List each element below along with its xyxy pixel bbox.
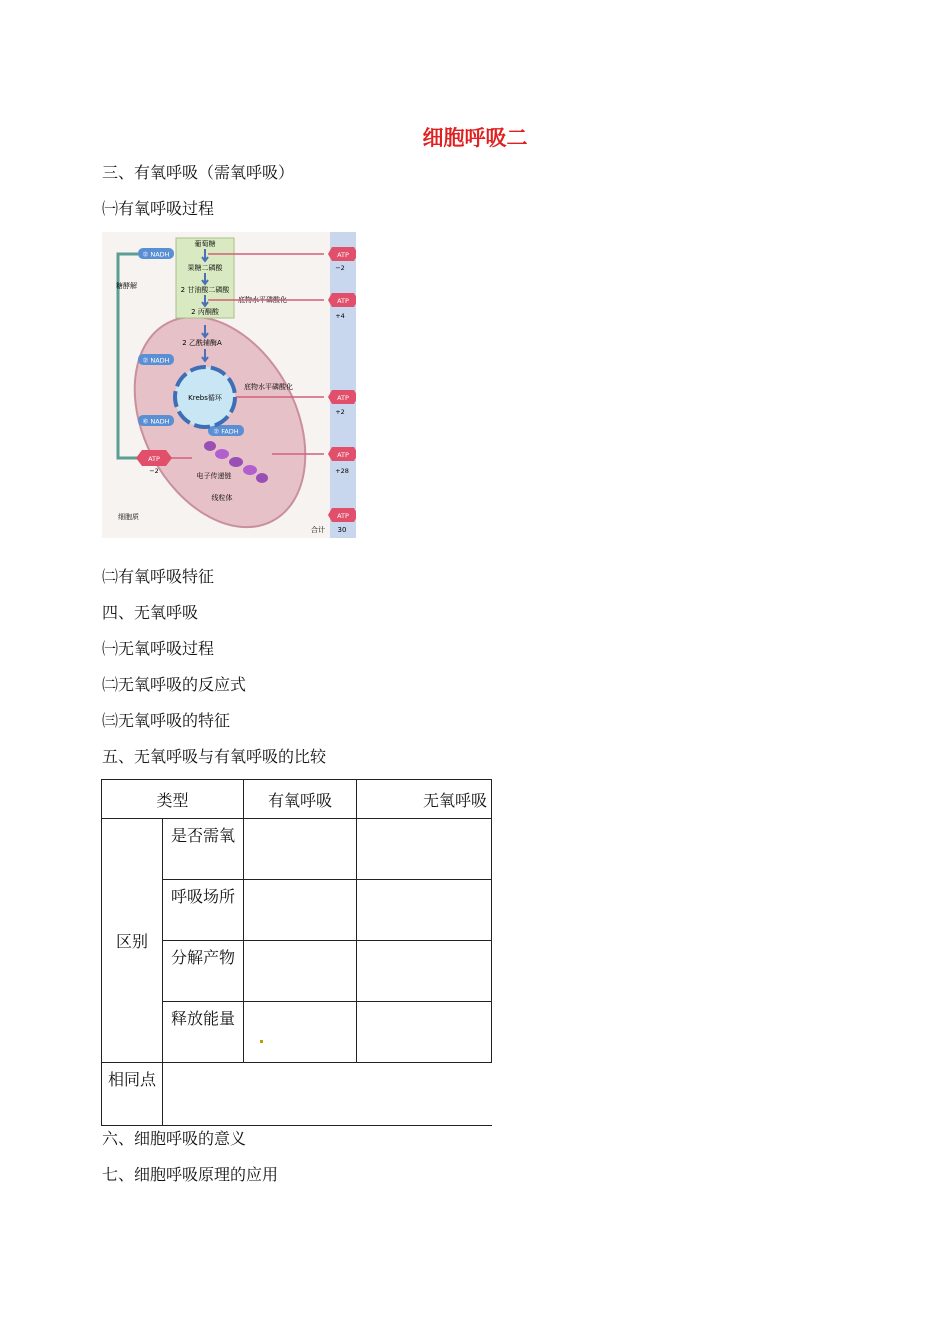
header-aerobic: 有氧呼吸 <box>244 780 357 819</box>
acetyl-coa-label: 2 乙酰辅酶A <box>182 339 222 347</box>
glycerate-label: 2 甘油酸二磷酸 <box>180 286 230 294</box>
atp-label-4: ATP <box>337 451 349 459</box>
mitochondrion-label: 线粒体 <box>211 494 233 502</box>
glucose-label: 葡萄糖 <box>194 240 216 248</box>
header-type: 类型 <box>102 780 244 819</box>
etc-label: 电子传递链 <box>196 472 232 480</box>
section-4-2-heading: ㈡无氧呼吸的反应式 <box>102 675 247 694</box>
etc-protein-2 <box>215 449 229 459</box>
etc-protein-4 <box>243 465 257 475</box>
atp-value-3: +2 <box>335 408 345 416</box>
nadh-label-2: ② NADH <box>142 356 170 365</box>
difference-label: 区别 <box>102 819 163 1063</box>
table-row <box>102 819 492 880</box>
same-label: 相同点 <box>102 1063 163 1126</box>
atp-column <box>330 232 356 538</box>
nadh-label-1: ② NADH <box>142 250 170 259</box>
comparison-table <box>101 779 492 1126</box>
cell-aerobic-site <box>244 880 357 941</box>
atp-left-value: −2 <box>149 467 159 475</box>
row-label-site: 呼吸场所 <box>163 880 244 941</box>
etc-protein-5 <box>256 473 268 483</box>
glycolysis-label: 糖酵解 <box>116 282 137 290</box>
cell-anaerobic-oxygen <box>357 819 492 880</box>
row-label-energy: 释放能量 <box>163 1002 244 1063</box>
substrate-phosphorylation-label-1: 底物水平磷酸化 <box>238 296 287 304</box>
atp-value-1: −2 <box>335 264 345 272</box>
cell-aerobic-products <box>244 941 357 1002</box>
cell-anaerobic-energy <box>357 1002 492 1063</box>
atp-left-label: ATP <box>148 455 160 463</box>
etc-protein-1 <box>204 441 216 451</box>
cell-aerobic-energy <box>244 1002 357 1063</box>
section-5-heading: 五、无氧呼吸与有氧呼吸的比较 <box>102 747 327 766</box>
row-label-oxygen: 是否需氧 <box>163 819 244 880</box>
atp-total-value: 30 <box>337 526 347 534</box>
stray-dot <box>260 1040 263 1043</box>
nadh-label-3: ⑥ NADH <box>142 417 170 426</box>
cytoplasm-label: 细胞质 <box>118 513 139 521</box>
header-anaerobic: 无氧呼吸 <box>357 780 492 819</box>
table-header-row <box>102 780 492 819</box>
section-6-heading: 六、细胞呼吸的意义 <box>102 1129 247 1148</box>
krebs-label: Krebs循环 <box>188 394 222 402</box>
page-title: 细胞呼吸二 <box>422 126 528 150</box>
etc-protein-3 <box>229 457 243 467</box>
total-label: 合计 <box>311 526 325 534</box>
atp-value-2: +4 <box>335 312 345 320</box>
atp-label-2: ATP <box>337 297 349 305</box>
atp-value-4: +28 <box>335 467 349 475</box>
cell-aerobic-oxygen <box>244 819 357 880</box>
table-row <box>102 1063 492 1126</box>
section-4-heading: 四、无氧呼吸 <box>102 603 199 622</box>
fadh-label: ② FADH <box>213 427 239 436</box>
section-3-heading: 三、有氧呼吸（需氧呼吸） <box>102 163 295 182</box>
section-3-2-heading: ㈡有氧呼吸特征 <box>102 567 215 586</box>
row-label-products: 分解产物 <box>163 941 244 1002</box>
pyruvate-label: 2 丙酮酸 <box>191 308 219 316</box>
fructose-label: 果糖二磷酸 <box>187 264 223 272</box>
cell-same <box>163 1063 492 1126</box>
section-7-heading: 七、细胞呼吸原理的应用 <box>102 1165 279 1184</box>
substrate-phosphorylation-label-2: 底物水平磷酸化 <box>244 383 293 391</box>
section-4-3-heading: ㈢无氧呼吸的特征 <box>102 711 231 730</box>
atp-label-3: ATP <box>337 394 349 402</box>
atp-label-1: ATP <box>337 251 349 259</box>
section-3-1-heading: ㈠有氧呼吸过程 <box>102 199 215 218</box>
section-4-1-heading: ㈠无氧呼吸过程 <box>102 639 215 658</box>
cell-anaerobic-site <box>357 880 492 941</box>
atp-label-5: ATP <box>337 512 349 520</box>
cell-anaerobic-products <box>357 941 492 1002</box>
aerobic-respiration-diagram <box>102 232 356 538</box>
